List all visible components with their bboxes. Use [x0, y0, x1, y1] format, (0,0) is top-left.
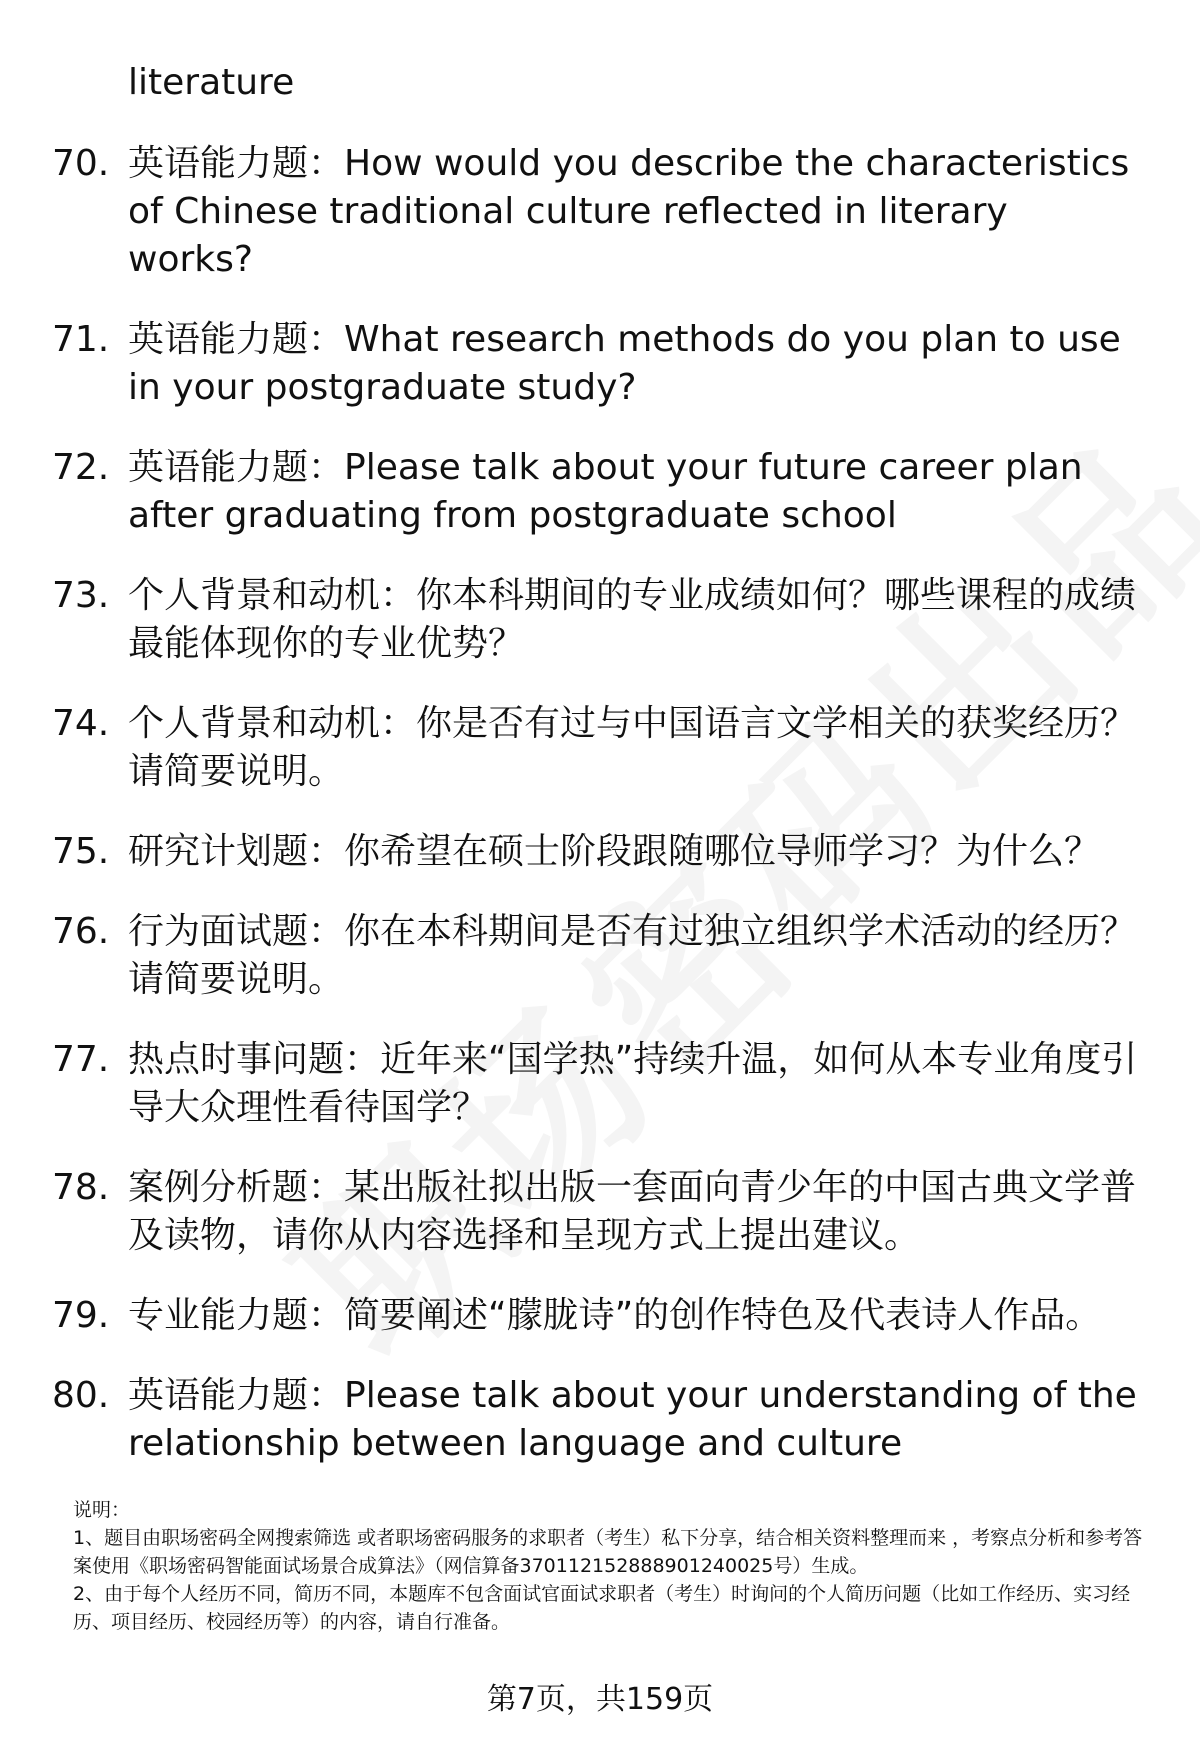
question-number: 73.	[52, 575, 110, 616]
question-number: 76.	[52, 911, 110, 952]
notes-title: 说明：	[73, 1499, 131, 1521]
question-number: 79.	[52, 1295, 110, 1336]
question-number: 71.	[52, 319, 110, 360]
question-text: 英语能力题：What research methods do you plan to use in your postgraduate study?	[128, 319, 1121, 408]
question-number: 78.	[52, 1167, 110, 1208]
notes-section	[73, 1496, 1155, 1636]
question-text: 个人背景和动机：你是否有过与中国语言文学相关的获奖经历？请简要说明。	[128, 703, 1137, 792]
question-text: 英语能力题：Please talk about your understanding of the relationship between language and culture	[128, 1375, 1137, 1464]
question-number: 75.	[52, 831, 110, 872]
notes-item: 1、题目由职场密码全网搜索筛选 或者职场密码服务的求职者（考生）私下分享，结合相关资料整理而来 ，考察点分析和参考答案使用《职场密码智能面试场景合成算法》（网信算备370112152888901240025号）生成。	[73, 1527, 1143, 1577]
question-item	[0, 140, 1200, 284]
question-number: 77.	[52, 1039, 110, 1080]
notes-item: 2、由于每个人经历不同，简历不同，本题库不包含面试官面试求职者（考生）时询问的个人简历问题（比如工作经历、实习经历、项目经历、校园经历等）的内容，请自行准备。	[73, 1583, 1131, 1633]
question-text: 专业能力题：简要阐述“朦胧诗”的创作特色及代表诗人作品。	[128, 1295, 1102, 1336]
question-item	[0, 1036, 1200, 1132]
question-item	[0, 1372, 1200, 1468]
page-number: 第7页，共159页	[486, 1682, 714, 1717]
question-item	[0, 700, 1200, 796]
question-text: 研究计划题：你希望在硕士阶段跟随哪位导师学习？为什么？	[128, 831, 1101, 872]
question-item	[0, 1292, 1200, 1340]
question-item	[0, 572, 1200, 668]
question-text: 个人背景和动机：你本科期间的专业成绩如何？哪些课程的成绩最能体现你的专业优势？	[128, 575, 1137, 664]
question-item	[0, 1164, 1200, 1260]
question-text: 热点时事问题：近年来“国学热”持续升温，如何从本专业角度引导大众理性看待国学？	[128, 1039, 1138, 1128]
question-item	[0, 828, 1200, 876]
question-text: 英语能力题：How would you describe the characteristics of Chinese traditional culture reflected in literary works?	[128, 143, 1130, 280]
question-text: 英语能力题：Please talk about your future career plan after graduating from postgraduate school	[128, 447, 1083, 536]
question-number: 74.	[52, 703, 110, 744]
continued-text: literature	[128, 62, 295, 103]
question-number: 70.	[52, 143, 110, 184]
question-list	[0, 140, 1200, 1500]
question-text: 案例分析题：某出版社拟出版一套面向青少年的中国古典文学普及读物，请你从内容选择和呈现方式上提出建议。	[128, 1167, 1137, 1256]
question-item	[0, 908, 1200, 1004]
question-number: 80.	[52, 1375, 110, 1416]
question-text: 行为面试题：你在本科期间是否有过独立组织学术活动的经历？请简要说明。	[128, 911, 1137, 1000]
question-item	[0, 444, 1200, 540]
question-number: 72.	[52, 447, 110, 488]
question-item	[0, 316, 1200, 412]
